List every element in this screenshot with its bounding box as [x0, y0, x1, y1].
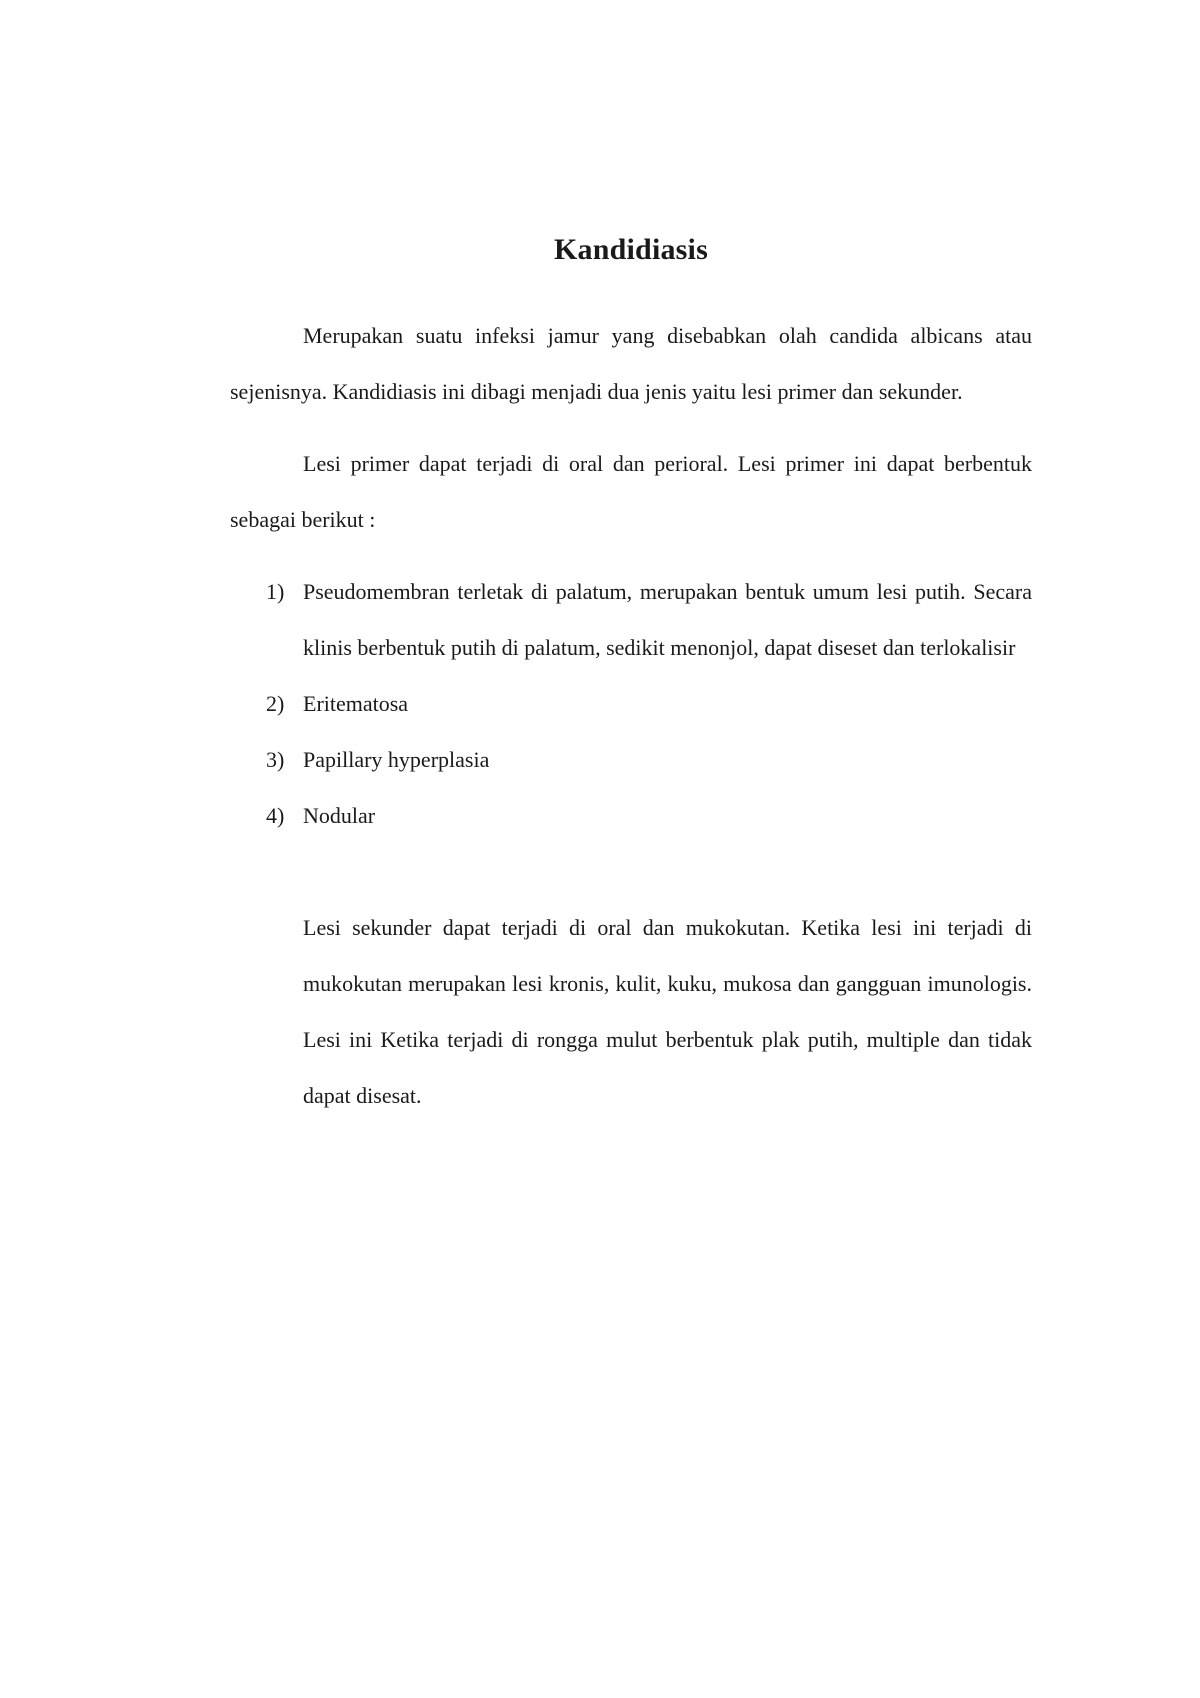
list-item — [230, 564, 1032, 676]
list-marker: 4) — [266, 803, 285, 828]
list-item — [230, 676, 1032, 732]
list-item-text: Nodular — [303, 803, 376, 828]
list-marker: 1) — [266, 579, 285, 604]
lesion-type-list — [230, 564, 1032, 844]
list-item-text: Eritematosa — [303, 691, 409, 716]
list-item — [230, 788, 1032, 844]
list-marker: 3) — [266, 747, 285, 772]
list-marker: 2) — [266, 691, 285, 716]
paragraph-primary-lesion: Lesi primer dapat terjadi di oral dan perioral. Lesi primer ini dapat berbentuk sebagai berikut : — [230, 451, 1032, 532]
document-body — [230, 228, 1032, 1124]
list-item-text: Papillary hyperplasia — [303, 747, 490, 772]
list-item-text: Pseudomembran terletak di palatum, merupakan bentuk umum lesi putih. Secara klinis berbentuk putih di palatum, sedikit menonjol, dapat diseset dan terlokalisir — [303, 579, 1032, 660]
paragraph-intro: Merupakan suatu infeksi jamur yang disebabkan olah candida albicans atau sejenisnya. Kandidiasis ini dibagi menjadi dua jenis yaitu lesi primer dan sekunder. — [230, 323, 1032, 404]
document-title: Kandidiasis — [554, 233, 708, 266]
list-item — [230, 732, 1032, 788]
paragraph-secondary-lesion: Lesi sekunder dapat terjadi di oral dan mukokutan. Ketika lesi ini terjadi di mukokutan merupakan lesi kronis, kulit, kuku, mukosa dan gangguan imunologis. Lesi ini Ketika terjadi di rongga mulut berbentuk plak putih, multiple dan tidak dapat disesat. — [303, 915, 1032, 1108]
